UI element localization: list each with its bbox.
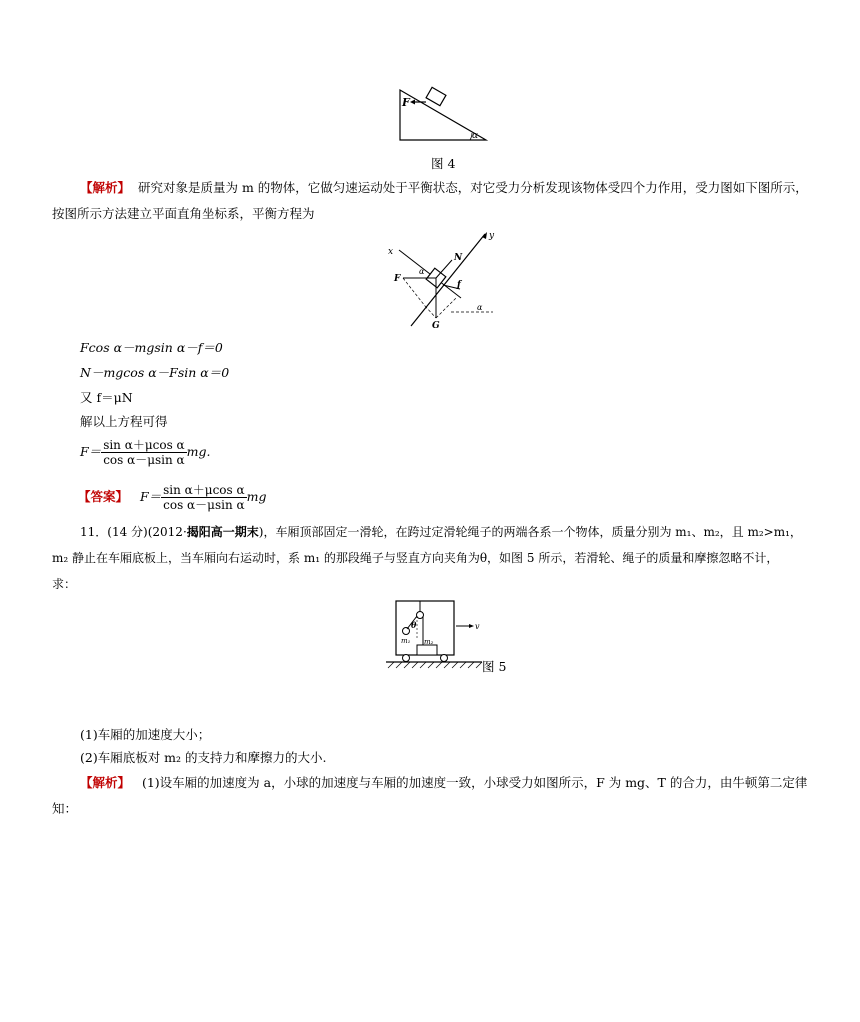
label-f: f (457, 280, 461, 290)
answer-tail: mg (246, 489, 267, 504)
label-m2: m₂ (424, 638, 434, 646)
label-F: F (394, 274, 401, 284)
label-theta: θ (411, 620, 417, 630)
equation-2: N－mgcos α－Fsin α＝0 (80, 365, 230, 380)
analysis-tag-2: 【解析】 (80, 775, 131, 790)
eq5-numerator: sin α＋μcos α (103, 438, 185, 452)
label-alpha: α (472, 131, 479, 141)
answer-line (78, 482, 266, 512)
wheel-left (403, 655, 410, 662)
solution-paragraph-2 (80, 774, 807, 792)
label-G: G (432, 321, 440, 330)
analysis-tag: 【解析】 (80, 180, 131, 195)
block (426, 87, 446, 105)
solution-2-text: (1)设车厢的加速度为 a，小球的加速度与车厢的加速度一致，小球受力如图所示，F 为 mg、T 的合力，由牛顿第二定律 (141, 775, 808, 790)
answer-numerator: sin α＋μcos α (163, 483, 245, 497)
q11-source: 揭阳高一期末 (186, 525, 259, 539)
question-11-line-2: m₂ 静止在车厢底板上，当车厢向右运动时，系 m₁ 的那段绳子与竖直方向夹角为θ，如图 5 所示，若滑轮、绳子的质量和摩擦忽略不计， (52, 551, 779, 565)
eq5-denominator: cos α－μsin α (103, 453, 185, 467)
label-F: F (402, 96, 410, 109)
figure-4-incline-diagram (390, 86, 500, 144)
component-dash-1 (403, 278, 425, 306)
label-y: y (489, 231, 495, 241)
solution-paragraph-1 (80, 179, 808, 197)
answer-lhs: F＝ (139, 489, 162, 504)
q11-prefix: 11．(14 分)(2012· (80, 525, 187, 539)
figure-4-caption: 图 4 (431, 156, 456, 171)
question-11-line-3: 求： (52, 577, 77, 591)
eq5-lhs: F＝ (80, 444, 102, 459)
mass-m1 (403, 628, 410, 635)
answer-tag: 【答案】 (78, 489, 129, 504)
wheel-right (441, 655, 448, 662)
arrow-head (410, 100, 415, 105)
equation-5 (80, 437, 210, 467)
mass-m2 (417, 645, 437, 655)
eq5-fraction (101, 438, 186, 467)
sub-question-1: (1)车厢的加速度大小； (80, 727, 211, 742)
question-11-line-1 (80, 523, 802, 541)
answer-fraction (161, 483, 246, 512)
solution-text: 研究对象是质量为 m 的物体，它做匀速运动处于平衡状态，对它受力分析发现该物体受四个力作用，受力图如下图所示， (137, 180, 808, 195)
label-m1: m₁ (401, 637, 411, 645)
answer-denominator: cos α－μsin α (163, 498, 245, 512)
ground-hatching (388, 662, 482, 668)
sub-question-2: (2)车厢底板对 m₂ 的支持力和摩擦力的大小. (80, 750, 327, 765)
equation-1: Fcos α－mgsin α－f＝0 (80, 340, 223, 355)
component-dash-2 (425, 306, 436, 318)
eq5-tail: mg. (186, 444, 211, 459)
figure-5-caption: 图 5 (482, 659, 507, 674)
solution-paragraph-2-cont: 知： (52, 801, 78, 816)
label-N: N (454, 253, 463, 263)
pulley (417, 612, 424, 619)
equation-4: 解以上方程可得 (80, 414, 168, 429)
figure-5-cart-diagram (384, 598, 484, 678)
component-dash-3 (436, 297, 457, 318)
equation-3: 又 f＝μN (80, 390, 133, 405)
q11-text: )，车厢顶部固定一滑轮，在跨过定滑轮绳子的两端各系一个物体，质量分别为 m₁、m₂，且 m₂>m₁， (258, 525, 802, 539)
free-body-diagram (385, 230, 500, 330)
label-v: v (475, 622, 480, 631)
label-x: x (388, 247, 394, 257)
solution-paragraph-1-cont: 按图所示方法建立平面直角坐标系，平衡方程为 (52, 206, 315, 221)
label-alpha-1: α (419, 267, 425, 276)
label-alpha-2: α (477, 303, 483, 312)
